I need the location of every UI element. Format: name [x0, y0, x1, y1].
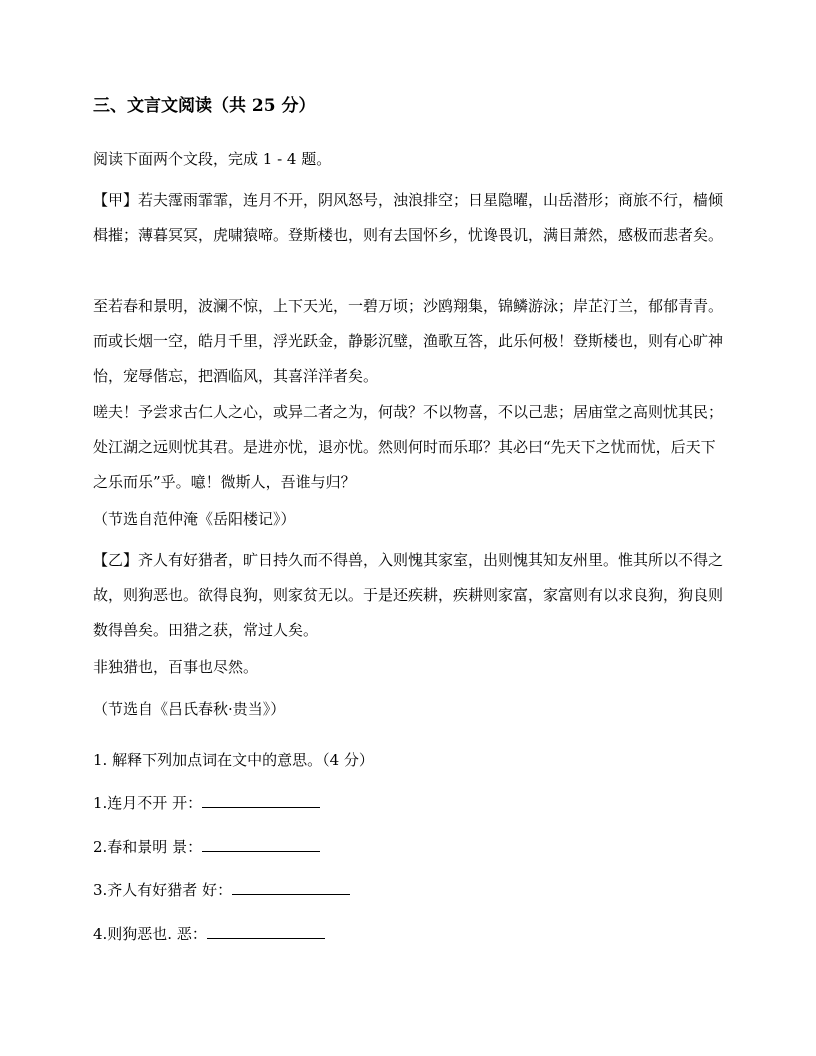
answer-item — [93, 830, 725, 865]
answer-blank[interactable] — [207, 922, 325, 939]
passage-yi-paragraph-2: 非独猎也，百事也尽然。 — [93, 658, 259, 676]
answer-item — [93, 786, 725, 821]
passage-jia-paragraph-3: 嗟夫！予尝求古仁人之心，或异二者之为，何哉？不以物喜，不以己悲；居庙堂之高则忧其民；处江湖之远则忧其君。是进亦忧，退亦忧。然则何时而乐耶？其必曰“先天下之忧而忧，后天下之乐而乐”乎。噫！微斯人，吾谁与归？ — [93, 403, 724, 491]
answer-blank[interactable] — [202, 791, 320, 808]
answer-blank[interactable] — [232, 878, 350, 895]
section-title: 三、文言文阅读（共 25 分） — [93, 96, 316, 116]
answer-prompt: 1.连月不开 开： — [93, 794, 203, 812]
answer-item — [93, 917, 725, 952]
source-jia: （节选自范仲淹《岳阳楼记》） — [93, 510, 296, 528]
instruction: 阅读下面两个文段，完成 1 - 4 题。 — [93, 150, 332, 168]
answer-item — [93, 873, 725, 908]
passage-jia-paragraph-1: 【甲】若夫霪雨霏霏，连月不开，阴风怒号，浊浪排空；日星隐曜，山岳潜形；商旅不行，樯倾楫摧；薄暮冥冥，虎啸猿啼。登斯楼也，则有去国怀乡，忧谗畏讥，满目萧然，感极而悲者矣。 — [93, 191, 724, 244]
answer-prompt: 3.齐人有好猎者 好： — [93, 881, 233, 899]
question-1: 1. 解释下列加点词在文中的意思。（4 分） — [93, 751, 374, 769]
source-yi: （节选自《吕氏春秋·贵当》） — [93, 700, 286, 718]
answer-prompt: 2.春和景明 景： — [93, 838, 203, 856]
answer-blank[interactable] — [202, 835, 320, 852]
answer-prompt: 4.则狗恶也. 恶： — [93, 925, 207, 943]
passage-jia-paragraph-2: 至若春和景明，波澜不惊，上下天光，一碧万顷；沙鸥翔集，锦鳞游泳；岸芷汀兰，郁郁青青。而或长烟一空，皓月千里，浮光跃金，静影沉璧，渔歌互答，此乐何极！登斯楼也，则有心旷神怡，宠辱偕忘，把酒临风，其喜洋洋者矣。 — [93, 297, 724, 385]
passage-yi-paragraph-1: 【乙】齐人有好猎者，旷日持久而不得兽，入则愧其家室，出则愧其知友州里。惟其所以不得之故，则狗恶也。欲得良狗，则家贫无以。于是还疾耕，疾耕则家富，家富则有以求良狗，狗良则数得兽矣。田猎之获，常过人矣。 — [93, 551, 724, 639]
